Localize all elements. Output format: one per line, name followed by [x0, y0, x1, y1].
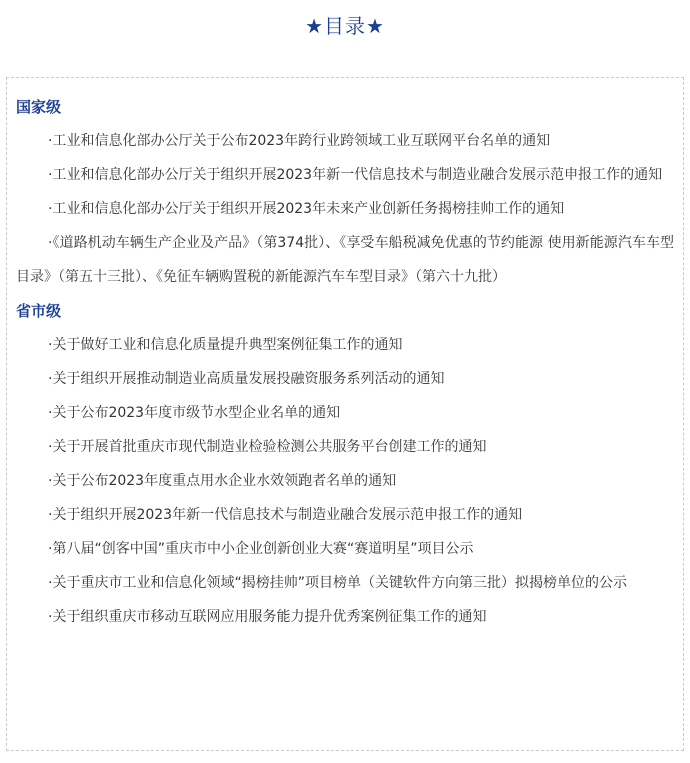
- list-item[interactable]: ·关于组织重庆市移动互联网应用服务能力提升优秀案例征集工作的通知: [48, 609, 487, 625]
- list-item[interactable]: ·关于公布2023年度重点用水企业水效领跑者名单的通知: [48, 473, 397, 489]
- section-heading-provincial: 省市级: [16, 302, 62, 320]
- page-title: ★目录★: [305, 14, 385, 38]
- list-item[interactable]: ·关于重庆市工业和信息化领域“揭榜挂帅”项目榜单（关键软件方向第三批）拟揭榜单位的公示: [48, 575, 627, 591]
- list-item[interactable]: ·工业和信息化部办公厅关于公布2023年跨行业跨领域工业互联网平台名单的通知: [48, 133, 551, 149]
- list-item[interactable]: ·《道路机动车辆生产企业及产品》（第374批）、《享受车船税减免优惠的节约能源 使用新能源汽车车型目录》（第五十三批）、《免征车辆购置税的新能源汽车车型目录》（第六十九批）: [16, 235, 674, 285]
- list-item[interactable]: ·工业和信息化部办公厅关于组织开展2023年未来产业创新任务揭榜挂帅工作的通知: [48, 201, 565, 217]
- list-item[interactable]: ·工业和信息化部办公厅关于组织开展2023年新一代信息技术与制造业融合发展示范申报工作的通知: [48, 167, 663, 183]
- list-item[interactable]: ·关于公布2023年度市级节水型企业名单的通知: [48, 405, 341, 421]
- list-item[interactable]: ·关于组织开展2023年新一代信息技术与制造业融合发展示范申报工作的通知: [48, 507, 523, 523]
- list-item[interactable]: ·关于开展首批重庆市现代制造业检验检测公共服务平台创建工作的通知: [48, 439, 487, 455]
- contents-list: [16, 90, 674, 634]
- list-item[interactable]: ·关于组织开展推动制造业高质量发展投融资服务系列活动的通知: [48, 371, 445, 387]
- list-item[interactable]: ·第八届“创客中国”重庆市中小企业创新创业大赛“赛道明星”项目公示: [48, 541, 474, 557]
- section-heading-national: 国家级: [16, 98, 62, 116]
- list-item[interactable]: ·关于做好工业和信息化质量提升典型案例征集工作的通知: [48, 337, 403, 353]
